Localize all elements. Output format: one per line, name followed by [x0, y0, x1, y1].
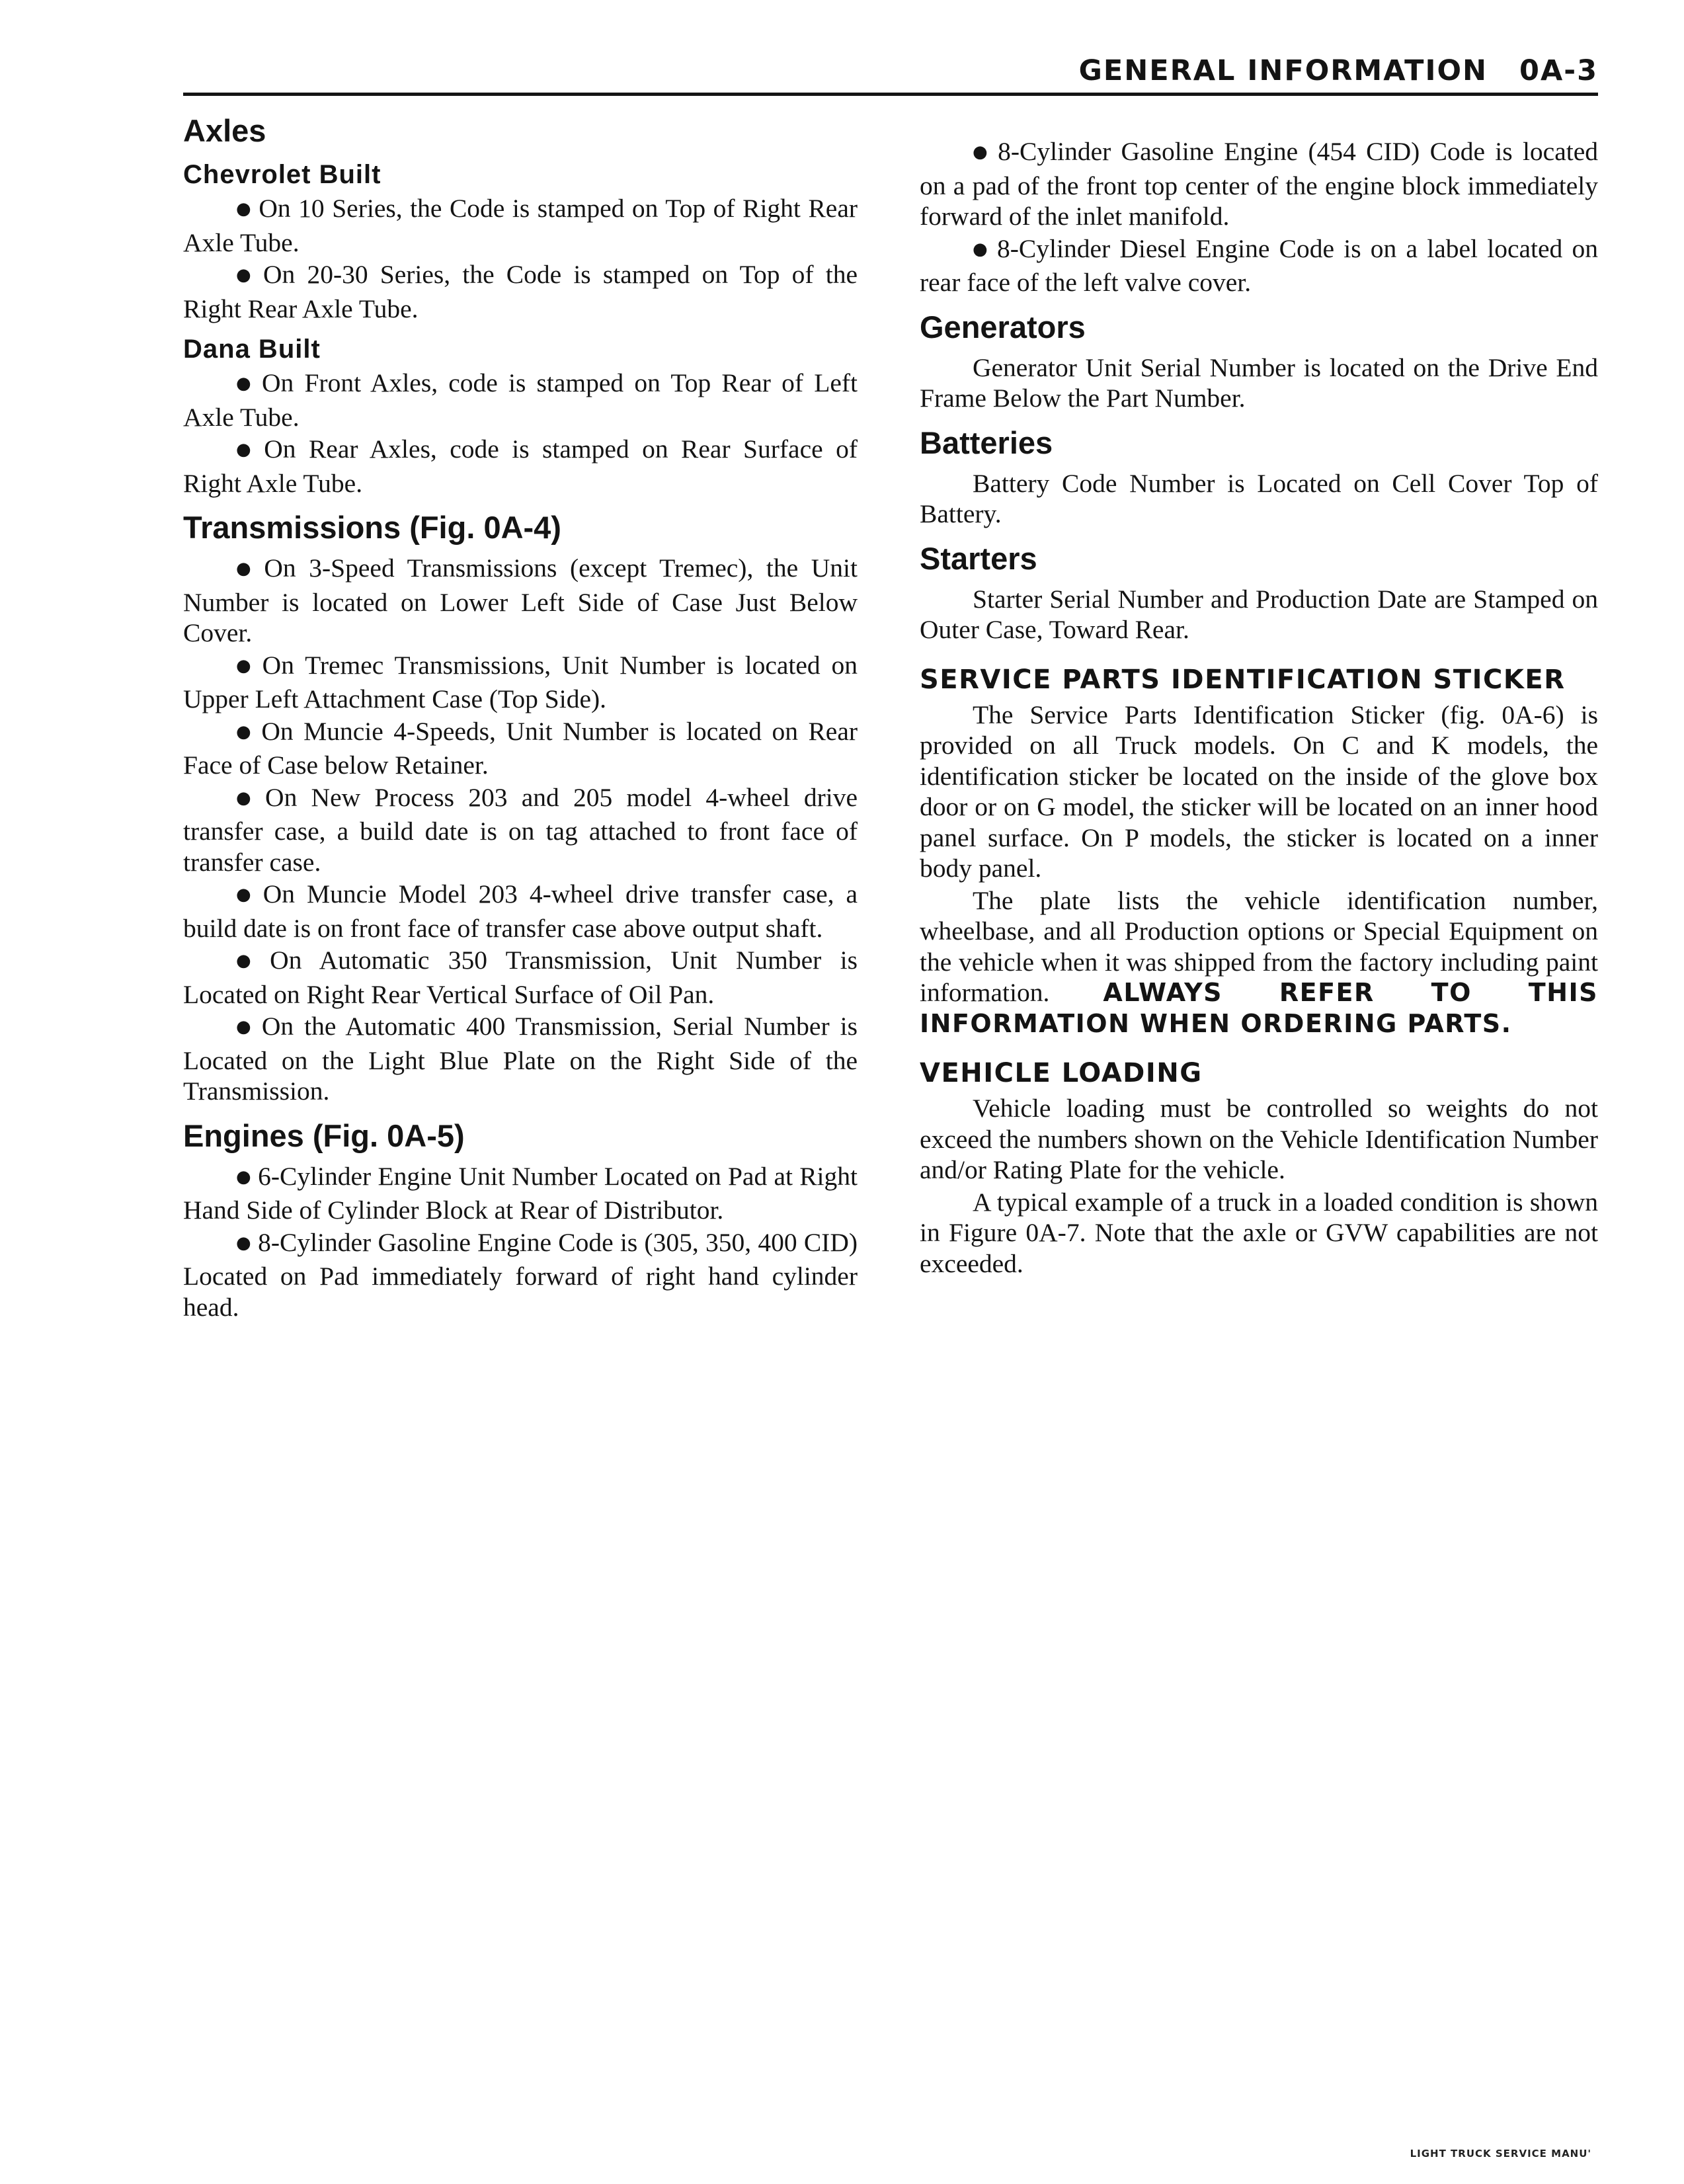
section-title: GENERAL INFORMATION [1078, 54, 1488, 87]
page-header [1079, 54, 1598, 87]
loading-paragraph: A typical example of a truck in a loaded condition is shown in Figure 0A-7. Note that the axle or GVW capabilities are not exceeded. [920, 1187, 1598, 1278]
sticker-text: The plate lists the vehicle identification number, wheelbase, and all Production options or Special Equipment on the vehicle when it was shipped from the factory including paint information. [920, 885, 1598, 1007]
page-number: 0A-3 [1519, 54, 1598, 87]
sticker-emphasis: ALWAYS REFER TO THIS INFORMATION WHEN ORDERING PARTS. [920, 978, 1599, 1038]
right-column [920, 112, 1598, 1280]
vehicle-loading-heading: VEHICLE LOADING [920, 1058, 1203, 1088]
axles-heading: Axles [183, 113, 266, 148]
list-item: ● On Tremec Transmissions, Unit Number is located on Upper Left Attachment Case (Top Side). [183, 650, 858, 715]
list-item: ● 8-Cylinder Gasoline Engine Code is (305, 350, 400 CID) Located on Pad immediately forward of right hand cylinder head. [183, 1227, 858, 1323]
starters-heading: Starters [920, 540, 1037, 576]
sticker-paragraph: The Service Parts Identification Sticker (fig. 0A-6) is provided on all Truck models. On C and K models, the identification sticker be located on the inside of the glove box door or on G model, the sticker will be located on an inner hood panel surface. On P models, the sticker is located on a inner body panel. [920, 700, 1598, 883]
generators-text: Generator Unit Serial Number is located on the Drive End Frame Below the Part Number. [920, 352, 1598, 413]
list-item: ● 8-Cylinder Gasoline Engine (454 CID) Code is located on a pad of the front top center of the engine block immediately forward of the inlet manifold. [920, 136, 1598, 232]
list-item: ● 6-Cylinder Engine Unit Number Located on Pad at Right Hand Side of Cylinder Block at Rear of Distributor. [183, 1161, 858, 1226]
chevrolet-built-heading: Chevrolet Built [183, 160, 381, 189]
transmissions-heading: Transmissions (Fig. 0A-4) [183, 510, 561, 545]
list-item: ● 8-Cylinder Diesel Engine Code is on a label located on rear face of the left valve cover. [920, 233, 1598, 298]
batteries-text: Battery Code Number is Located on Cell Cover Top of Battery. [920, 468, 1598, 528]
generators-heading: Generators [920, 309, 1086, 344]
starters-text: Starter Serial Number and Production Date are Stamped on Outer Case, Toward Rear. [920, 584, 1598, 644]
loading-paragraph: Vehicle loading must be controlled so weights do not exceed the numbers shown on the Vehicle Identification Number and/or Rating Plate for the vehicle. [920, 1094, 1598, 1184]
header-rule [183, 93, 1598, 96]
sticker-paragraph [920, 885, 1598, 1039]
list-item: ● On Automatic 350 Transmission, Unit Number is Located on Right Rear Vertical Surface of Oil Pan. [183, 945, 858, 1010]
sticker-heading: SERVICE PARTS IDENTIFICATION STICKER [920, 664, 1566, 695]
batteries-heading: Batteries [920, 425, 1053, 460]
list-item: ● On the Automatic 400 Transmission, Serial Number is Located on the Light Blue Plate on the Right Side of the Transmission. [183, 1011, 858, 1107]
dana-built-heading: Dana Built [183, 335, 321, 364]
footer-manual-name: LIGHT TRUCK SERVICE MANU' [1410, 2148, 1591, 2160]
list-item: ● On 10 Series, the Code is stamped on Top of Right Rear Axle Tube. [183, 193, 858, 258]
list-item: ● On Rear Axles, code is stamped on Rear Surface of Right Axle Tube. [183, 434, 858, 499]
engines-heading: Engines (Fig. 0A-5) [183, 1117, 465, 1153]
list-item: ● On New Process 203 and 205 model 4-wheel drive transfer case, a build date is on tag attached to front face of transfer case. [183, 782, 858, 878]
list-item: ● On Front Axles, code is stamped on Top Rear of Left Axle Tube. [183, 368, 858, 432]
list-item: ● On Muncie 4-Speeds, Unit Number is located on Rear Face of Case below Retainer. [183, 716, 858, 781]
list-item: ● On 20-30 Series, the Code is stamped on Top of the Right Rear Axle Tube. [183, 259, 858, 324]
list-item: ● On 3-Speed Transmissions (except Tremec), the Unit Number is located on Lower Left Side of Case Just Below Cover. [183, 553, 858, 649]
left-column [183, 112, 858, 1324]
list-item: ● On Muncie Model 203 4-wheel drive transfer case, a build date is on front face of transfer case above output shaft. [183, 879, 858, 944]
